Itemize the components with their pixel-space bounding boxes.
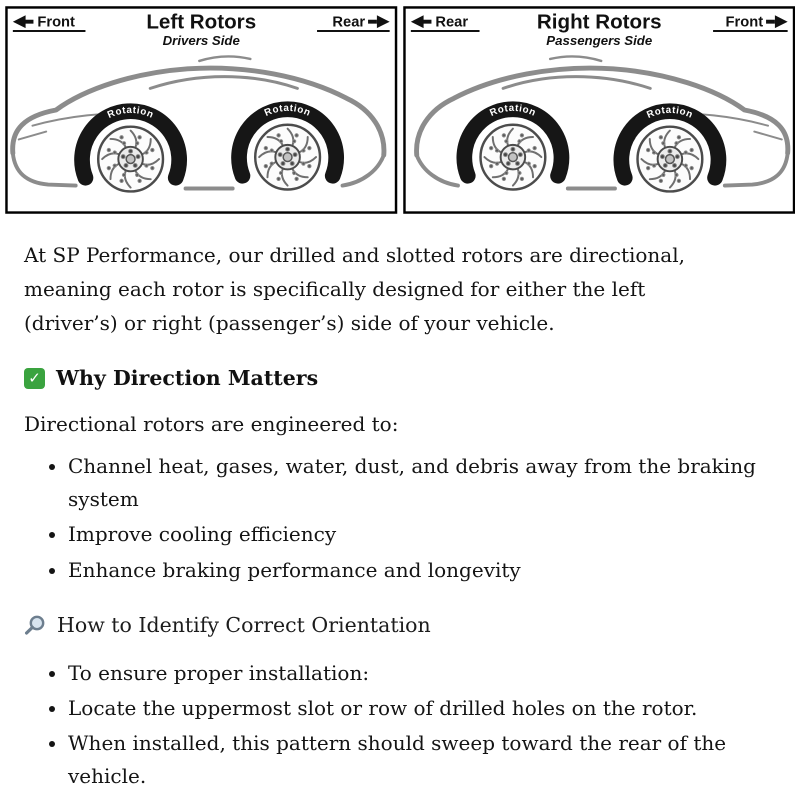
right-rotors-panel [403, 4, 796, 216]
rotor-direction-diagram [0, 0, 800, 216]
direction-label-rear: Rear [332, 14, 366, 31]
rear-arrow-tail [422, 20, 431, 24]
intro-paragraph: At SP Performance, our drilled and slotted rotors are directional, meaning each rotor is specifically designed for either the left (driver’s) or right (passenger’s) side of your vehicle. [24, 243, 685, 335]
left-rotors-illustration [5, 4, 398, 216]
list-item: • To ensure proper installation: [68, 657, 758, 690]
identify-heading-text: How to Identify Correct Orientation [57, 612, 431, 637]
list-item: • Improve cooling efficiency [68, 518, 758, 551]
article-body [0, 216, 800, 794]
list-item: • Channel heat, gases, water, dust, and debris away from the braking system [68, 450, 758, 516]
why-bullet-list [24, 450, 758, 587]
panel-title: Right Rotors [536, 10, 662, 34]
panel-title: Left Rotors [146, 10, 257, 34]
why-direction-matters-heading [24, 366, 776, 390]
rotation-label: Rotation [262, 102, 313, 119]
why-lead-text: Directional rotors are engineered to: [24, 412, 399, 436]
list-item: • Enhance braking performance and longevity [68, 554, 758, 587]
direction-label-front: Front [37, 14, 75, 31]
list-item: • When installed, this pattern should sweep toward the rear of the vehicle. [68, 727, 758, 793]
front-arrow-tail [25, 20, 34, 24]
front-arrow-tail [766, 20, 775, 24]
direction-label-front: Front [725, 14, 763, 31]
panel-subtitle: Drivers Side [162, 33, 240, 49]
identify-bullet-list [24, 657, 758, 794]
magnifier-icon [24, 614, 46, 636]
rotation-label: Rotation [105, 104, 156, 121]
right-rotors-illustration [403, 4, 796, 216]
list-item: • Locate the uppermost slot or row of drilled holes on the rotor. [68, 692, 758, 725]
identify-orientation-heading [24, 613, 776, 637]
left-rotors-panel [5, 4, 398, 216]
panel-subtitle: Passengers Side [545, 33, 652, 49]
rotation-label: Rotation [487, 102, 538, 119]
check-icon: ✓ [24, 368, 45, 389]
why-heading-text: Why Direction Matters [56, 366, 319, 390]
rear-arrow-tail [368, 20, 377, 24]
rotation-label: Rotation [644, 104, 695, 121]
direction-label-rear: Rear [434, 14, 468, 31]
